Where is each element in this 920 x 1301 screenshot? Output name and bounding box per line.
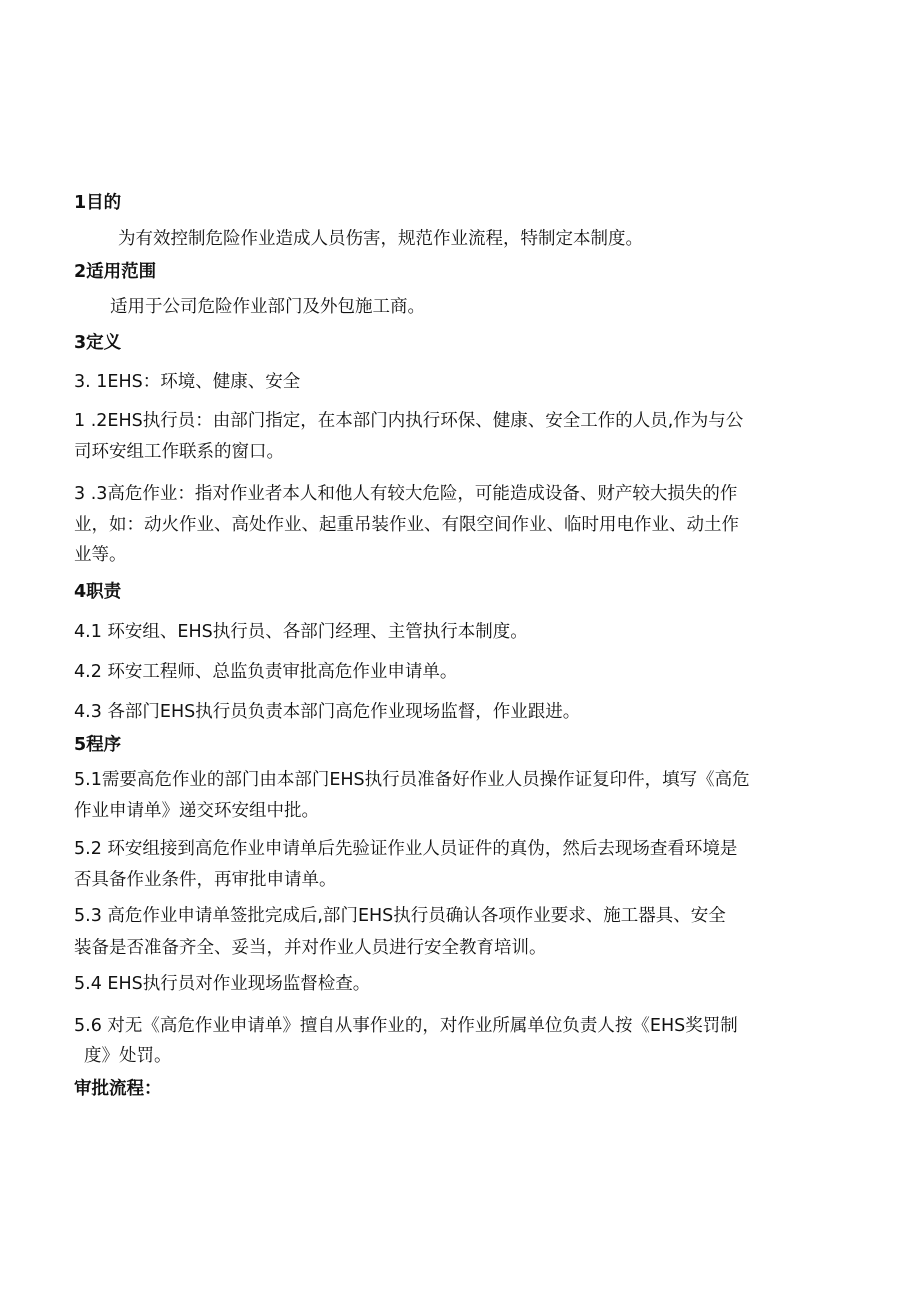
- scope-text: 适用于公司危险作业部门及外包施工商。: [110, 297, 425, 317]
- responsibility-item: 4.1 环安组、EHS执行员、各部门经理、主管执行本制度。: [74, 622, 528, 642]
- definition-item-continuation: 业等。: [74, 545, 127, 565]
- procedure-item: 5.1需要高危作业的部门由本部门EHS执行员准备好作业人员操作证复印件，填写《高危: [74, 770, 750, 790]
- responsibility-item: 4.3 各部门EHS执行员负责本部门高危作业现场监督，作业跟进。: [74, 702, 581, 722]
- procedure-item-continuation: 否具备作业条件，再审批申请单。: [74, 870, 337, 890]
- definition-item: 3. 1EHS：环境、健康、安全: [74, 372, 301, 392]
- procedure-item: 5.6 对无《高危作业申请单》擅自从事作业的，对作业所属单位负责人按《EHS奖罚制: [74, 1016, 738, 1036]
- section-heading-scope: 2适用范围: [74, 262, 157, 282]
- section-heading-definitions: 3定义: [74, 333, 122, 353]
- procedure-item: 5.2 环安组接到高危作业申请单后先验证作业人员证件的真伪，然后去现场查看环境是: [74, 839, 738, 859]
- definition-item: 1 .2EHS执行员：由部门指定，在本部门内执行环保、健康、安全工作的人员,作为与公: [74, 411, 744, 431]
- section-heading-responsibilities: 4职责: [74, 582, 122, 602]
- section-heading-procedure: 5程序: [74, 735, 122, 755]
- definition-item: 3 .3高危作业：指对作业者本人和他人有较大危险，可能造成设备、财产较大损失的作: [74, 484, 738, 504]
- responsibility-item: 4.2 环安工程师、总监负责审批高危作业申请单。: [74, 662, 458, 682]
- section-heading-purpose: 1目的: [74, 193, 122, 213]
- procedure-item: 5.4 EHS执行员对作业现场监督检查。: [74, 974, 371, 994]
- definition-item-continuation: 司环安组工作联系的窗口。: [74, 442, 284, 462]
- section-heading-approval: 审批流程：: [74, 1079, 162, 1099]
- definition-item-continuation: 业，如：动火作业、高处作业、起重吊装作业、有限空间作业、临时用电作业、动土作: [74, 515, 739, 535]
- purpose-text: 为有效控制危险作业造成人员伤害，规范作业流程，特制定本制度。: [118, 229, 643, 249]
- procedure-item-continuation: 作业申请单》递交环安组中批。: [74, 801, 319, 821]
- procedure-item: 5.3 高危作业申请单签批完成后,部门EHS执行员确认各项作业要求、施工器具、安全: [74, 906, 726, 926]
- procedure-item-continuation: 装备是否准备齐全、妥当，并对作业人员进行安全教育培训。: [74, 938, 547, 958]
- procedure-item-continuation: 度》处罚。: [84, 1046, 172, 1066]
